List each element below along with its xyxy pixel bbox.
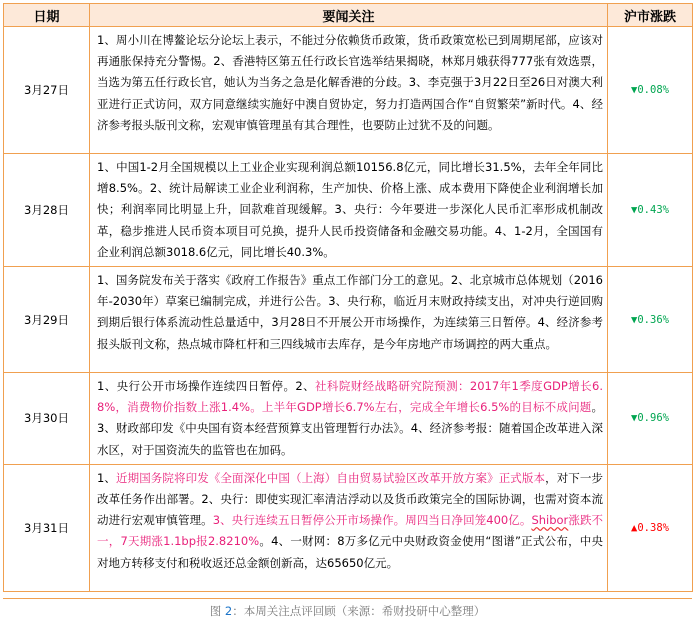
- row-date: 3月31日: [4, 464, 90, 591]
- row-change: [608, 27, 693, 154]
- news-text: 。4、一财网：8万多亿元中央财政资金使用“图谱”正式公布，中央对地方转移支付和税收返还总金额创新高，达65650亿元。: [97, 534, 604, 570]
- caption-prefix: 图: [209, 603, 225, 618]
- header-news: 要闻关注: [90, 4, 608, 27]
- weekly-news-table: [3, 3, 693, 592]
- news-highlight-text: 社科院财经战略研究院预测：2017年1季度GDP增长6.8%，消费物价指数上涨1.4%。上半年GDP增长6.7%左右，完成全年增长6.5%的目标不成问题: [97, 379, 603, 415]
- news-review-figure: [3, 3, 692, 619]
- triangle-down-icon: ▼: [631, 84, 638, 96]
- triangle-down-icon: ▼: [631, 313, 638, 326]
- caption-number: 2: [224, 603, 233, 618]
- change-value: 0.38%: [637, 521, 669, 534]
- change-value: 0.36%: [637, 313, 669, 326]
- row-date: 3月27日: [4, 27, 90, 154]
- header-change: 沪市涨跌: [608, 4, 693, 27]
- news-text: 1、国务院发布关于落实《政府工作报告》重点工作部门分工的意见。2、北京城市总体规划（2016年-2030年）草案已编制完成，并进行公告。3、央行称，临近月末财政持续支出，对冲央行逆回购到期后银行体系流动性总量适中，3月28日不开展公开市场操作，为连续第三日暂停。4、经济参考报头版刊文称，热点城市降杠杆和三四线城市去库存，是今年房地产市场调控的两大重点。: [97, 273, 603, 351]
- news-highlight-text: 近期国务院将印发《全面深化中国（上海）自由贸易试验区改革开放方案》正式版本: [116, 470, 546, 485]
- change-value: 0.96%: [637, 412, 669, 425]
- table-row: [4, 373, 693, 465]
- news-text: 1、: [97, 470, 117, 485]
- row-news: [90, 27, 608, 154]
- row-date: 3月28日: [4, 154, 90, 267]
- row-change: [608, 267, 693, 373]
- row-change: [608, 373, 693, 465]
- row-news: [90, 267, 608, 373]
- row-change: [608, 464, 693, 591]
- row-date: 3月30日: [4, 373, 90, 465]
- news-text: ，对下一步改革任务作出部署。2、央行：即使实现汇率清洁浮动以及货币政策完全的国际协调，也需对资本流动进行宏观审慎管理。: [97, 470, 603, 528]
- triangle-down-icon: ▼: [631, 412, 638, 425]
- table-row: [4, 154, 693, 267]
- table-row: [4, 27, 693, 154]
- header-date: 日期: [4, 4, 90, 27]
- table-row: [4, 464, 693, 591]
- news-highlight-text: Shibor: [531, 513, 569, 528]
- table-row: [4, 267, 693, 373]
- news-text: 1、中国1-2月全国规模以上工业企业实现利润总额10156.8亿元，同比增长31.5%，去年全年同比增8.5%。2、统计局解读工业企业利润称，生产加快、价格上涨、成本费用下降使企业利润增长加快；利润率同比明显上升，回款难首现缓解。3、央行：今年要进一步深化人民币汇率形成机制改革，稳步推进人民币资本项目可兑换，提升人民币投资储备和金融交易功能。4、1-2月，全国国有企业利润总额3018.6亿元，同比增长40.3%。: [97, 160, 603, 259]
- row-change: [608, 154, 693, 267]
- news-text: 。3、财政部印发《中央国有资本经营预算支出管理暂行办法》。4、经济参考报：随着国企改革进入深水区，对于国资流失的监管也在加码。: [97, 400, 603, 457]
- news-highlight-text: 涨跌不一，7天期涨1.1bp报2.8210%: [97, 513, 604, 549]
- news-highlight-text: 3、央行连续五日暂停公开市场操作。周四当日净回笼400亿。: [212, 513, 532, 528]
- caption-text: ：本周关注点评回顾（来源：希财投研中心整理）: [232, 603, 486, 618]
- row-date: 3月29日: [4, 267, 90, 373]
- change-value: 0.08%: [637, 84, 669, 96]
- news-text: 1、周小川在博鳌论坛分论坛上表示，不能过分依赖货币政策，货币政策宽松已到周期尾部，应该对再通胀保持充分警惕。2、香港特区第五任行政长官选举结果揭晓，林郑月娥获得777张有效选票，当选为第五任行政长官，她认为当务之急是化解香港的分歧。3、李克强于3月22日至26日对澳大利亚进行正式访问，双方同意继续实施好中澳自贸协定，努力打造两国合作“自贸繁荣”新时代。4、经济参考报头版刊文称，宏观审慎管理虽有其合理性，也要防止过犹不及的问题。: [97, 33, 603, 132]
- figure-caption: [3, 598, 692, 619]
- news-text: 1、央行公开市场操作连续四日暂停。2、: [97, 379, 316, 394]
- triangle-down-icon: ▼: [631, 204, 638, 216]
- row-news: [90, 154, 608, 267]
- row-news: [90, 373, 608, 465]
- triangle-up-icon: ▲: [631, 521, 638, 534]
- table-header-row: [4, 4, 693, 27]
- change-value: 0.43%: [637, 204, 669, 216]
- row-news: [90, 464, 608, 591]
